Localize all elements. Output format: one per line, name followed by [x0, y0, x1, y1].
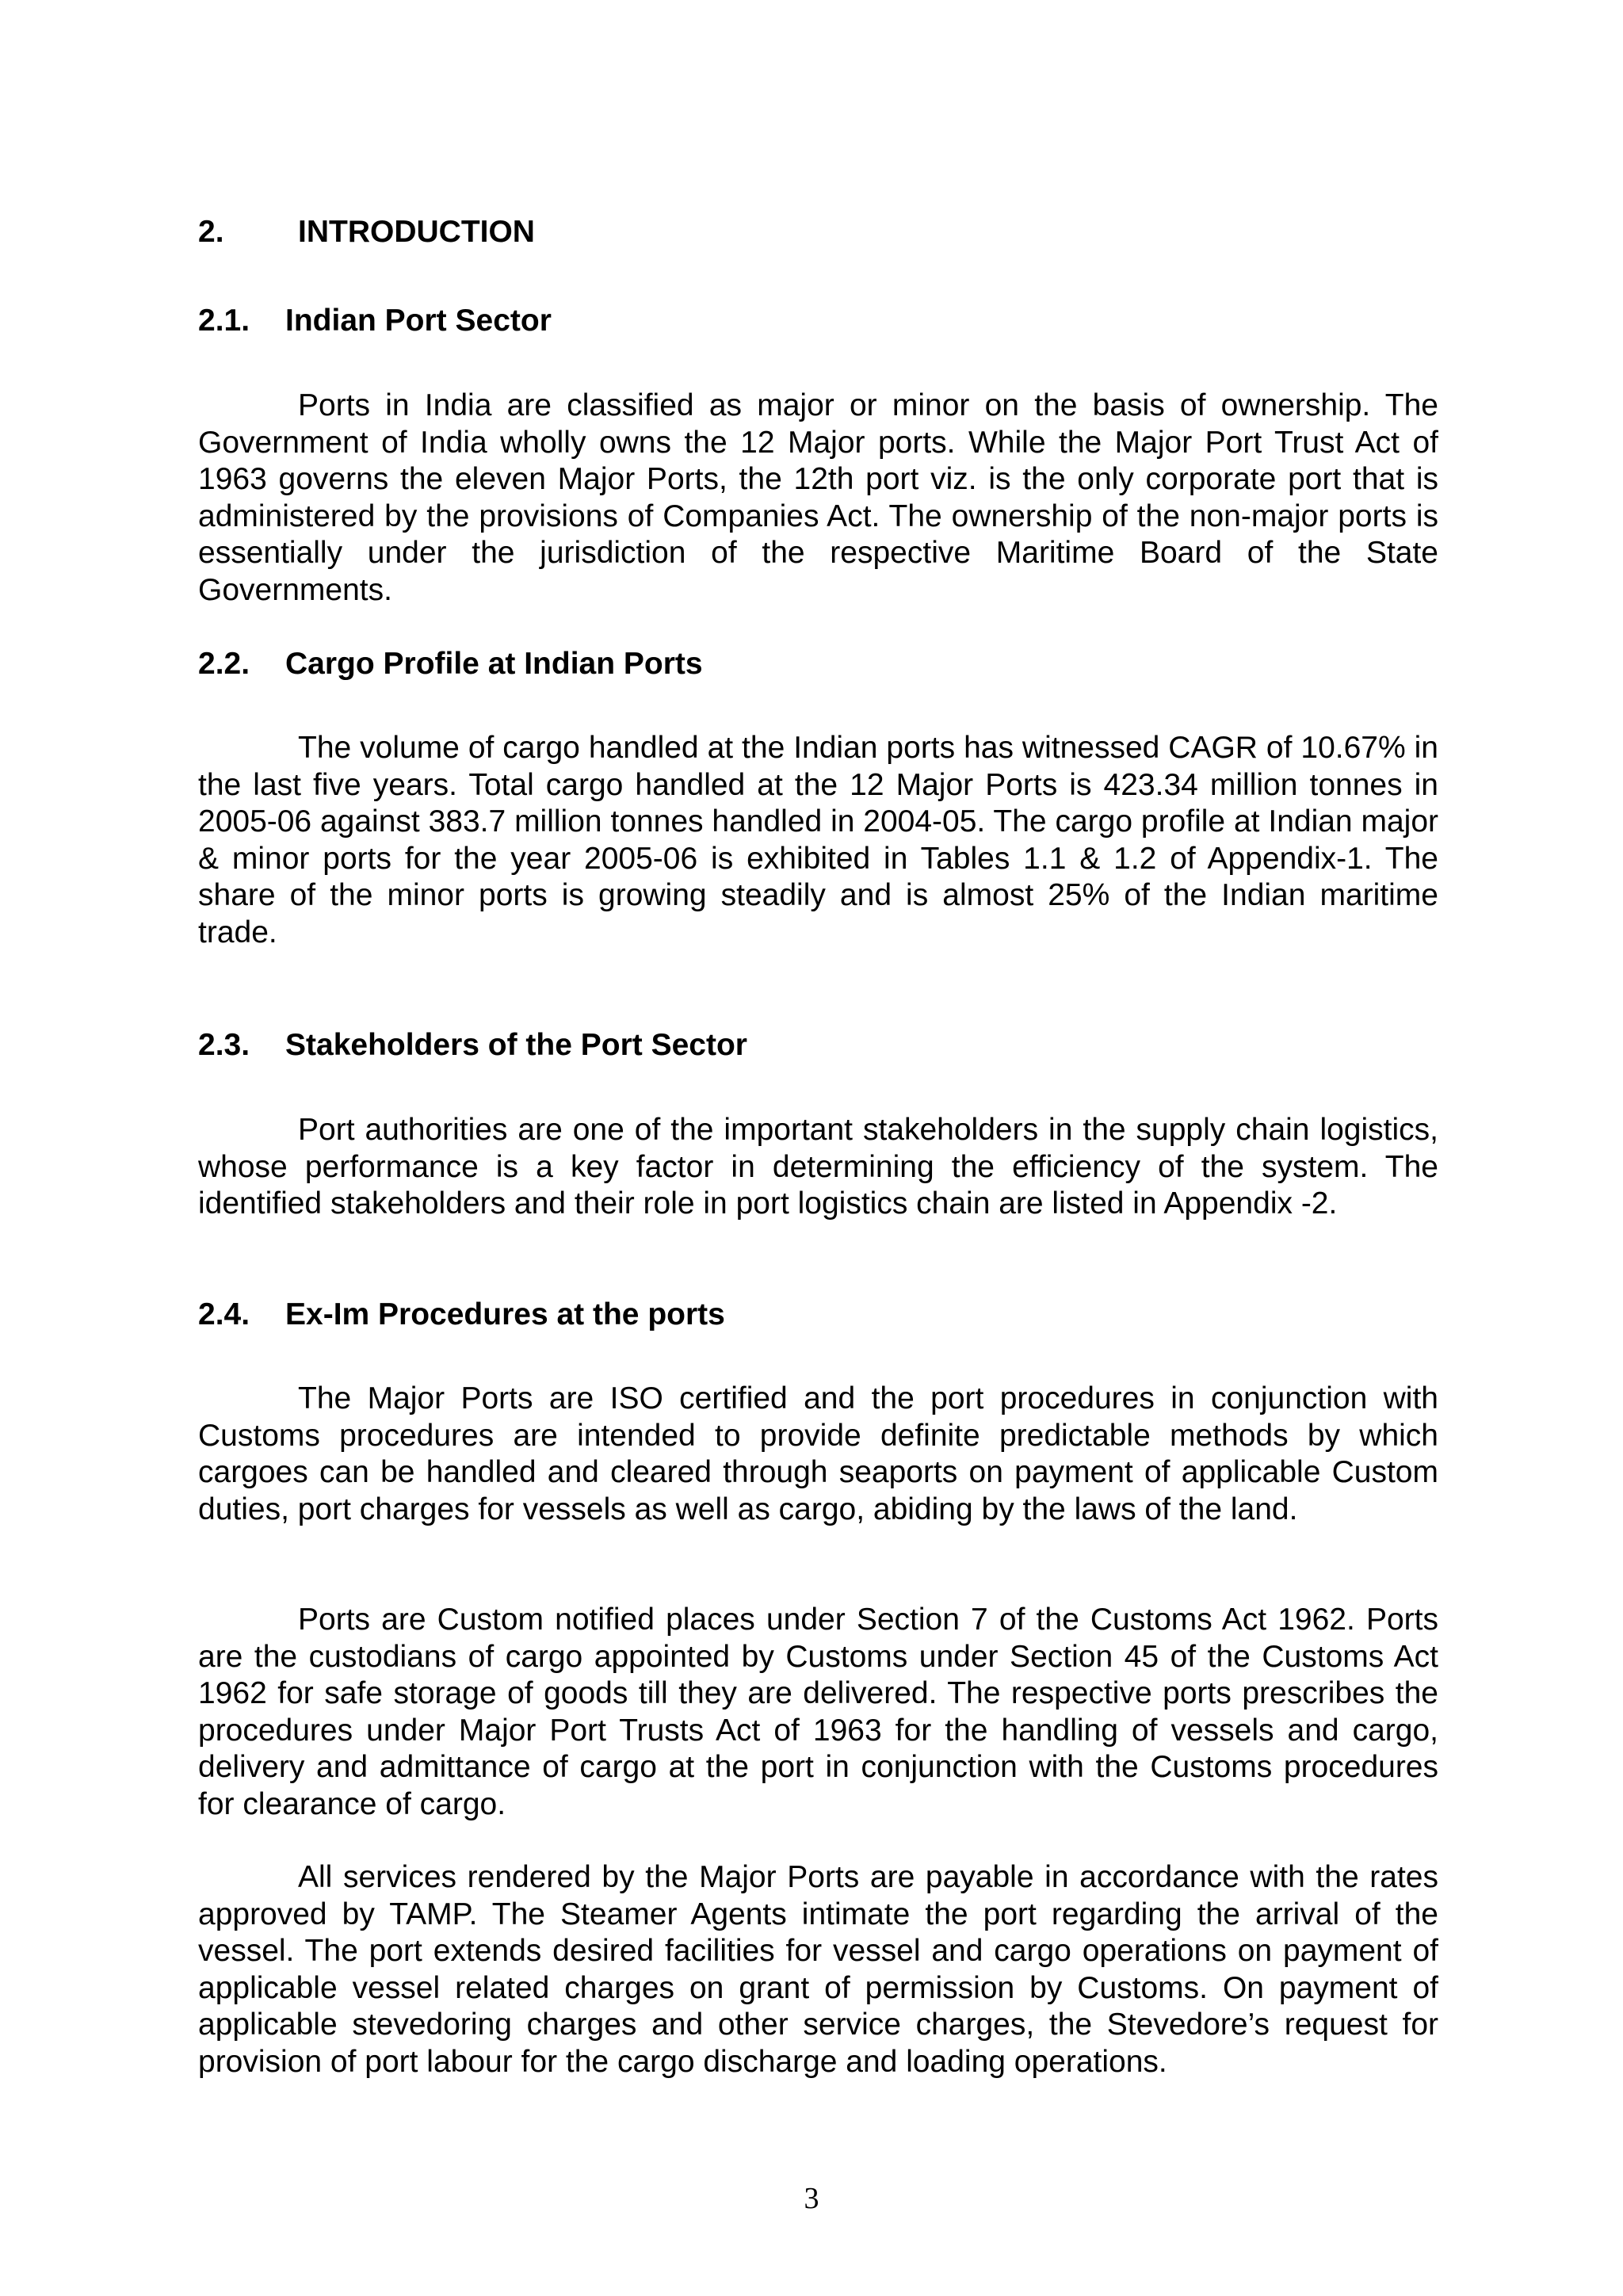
- document-page: [198, 0, 1438, 2296]
- section-title: Stakeholders of the Port Sector: [285, 1028, 747, 1062]
- section-heading-cargo-profile: [198, 646, 703, 682]
- section-title: Indian Port Sector: [285, 304, 552, 338]
- paragraph-indian-port-sector: Ports in India are classified as major or minor on the basis of ownership. The Government of India wholly owns the 12 Major ports. While the Major Port Trust Act of 1963 governs the eleven Major Ports, the 12th port viz. is the only corporate port that is administered by the provisions of Companies Act. The ownership of the non-major ports is essentially under the jurisdiction of the respective Maritime Board of the State Governments.: [198, 388, 1438, 607]
- section-number: 2.2.: [198, 647, 250, 681]
- section-number: 2.4.: [198, 1297, 250, 1331]
- paragraph-exim-iso: The Major Ports are ISO certified and the port procedures in conjunction with Customs procedures are intended to provide definite predictable methods by which cargoes can be handled and cleared through seaports on payment of applicable Custom duties, port charges for vessels as well as cargo, abiding by the laws of the land.: [198, 1381, 1438, 1526]
- paragraph-exim-customs: Ports are Custom notified places under Section 7 of the Customs Act 1962. Ports are the custodians of cargo appointed by Customs under Section 45 of the Customs Act 1962 for safe storage of goods till they are delivered. The respective ports prescribes the procedures under Major Port Trusts Act of 1963 for the handling of vessels and cargo, delivery and admittance of cargo at the port in conjunction with the Customs procedures for clearance of cargo.: [198, 1603, 1438, 1821]
- section-title: Ex-Im Procedures at the ports: [285, 1297, 725, 1331]
- section-title: Cargo Profile at Indian Ports: [285, 647, 703, 681]
- section-heading-introduction: [198, 214, 535, 250]
- section-heading-exim-procedures: [198, 1297, 725, 1333]
- section-heading-indian-port-sector: [198, 303, 552, 339]
- page-number: 3: [804, 2182, 819, 2215]
- section-number: 2.1.: [198, 304, 250, 338]
- section-number: 2.: [198, 215, 224, 249]
- paragraph-exim-services: All services rendered by the Major Ports are payable in accordance with the rates approved by TAMP. The Steamer Agents intimate the port regarding the arrival of the vessel. The port extends desired facilities for vessel and cargo operations on payment of applicable vessel related charges on grant of permission by Customs. On payment of applicable stevedoring charges and other service charges, the Stevedore’s request for provision of port labour for the cargo discharge and loading operations.: [198, 1860, 1438, 2079]
- section-title: INTRODUCTION: [298, 215, 535, 249]
- paragraph-stakeholders: Port authorities are one of the important stakeholders in the supply chain logistics, whose performance is a key factor in determining the efficiency of the system. The identified stakeholders and their role in port logistics chain are listed in Appendix -2.: [198, 1113, 1438, 1221]
- section-heading-stakeholders: [198, 1027, 747, 1064]
- section-number: 2.3.: [198, 1028, 250, 1062]
- paragraph-cargo-profile: The volume of cargo handled at the Indian ports has witnessed CAGR of 10.67% in the last five years. Total cargo handled at the 12 Major Ports is 423.34 million tonnes in 2005-06 against 383.7 million tonnes handled in 2004-05. The cargo profile at Indian major & minor ports for the year 2005-06 is exhibited in Tables 1.1 & 1.2 of Appendix-1. The share of the minor ports is growing steadily and is almost 25% of the Indian maritime trade.: [198, 731, 1438, 949]
